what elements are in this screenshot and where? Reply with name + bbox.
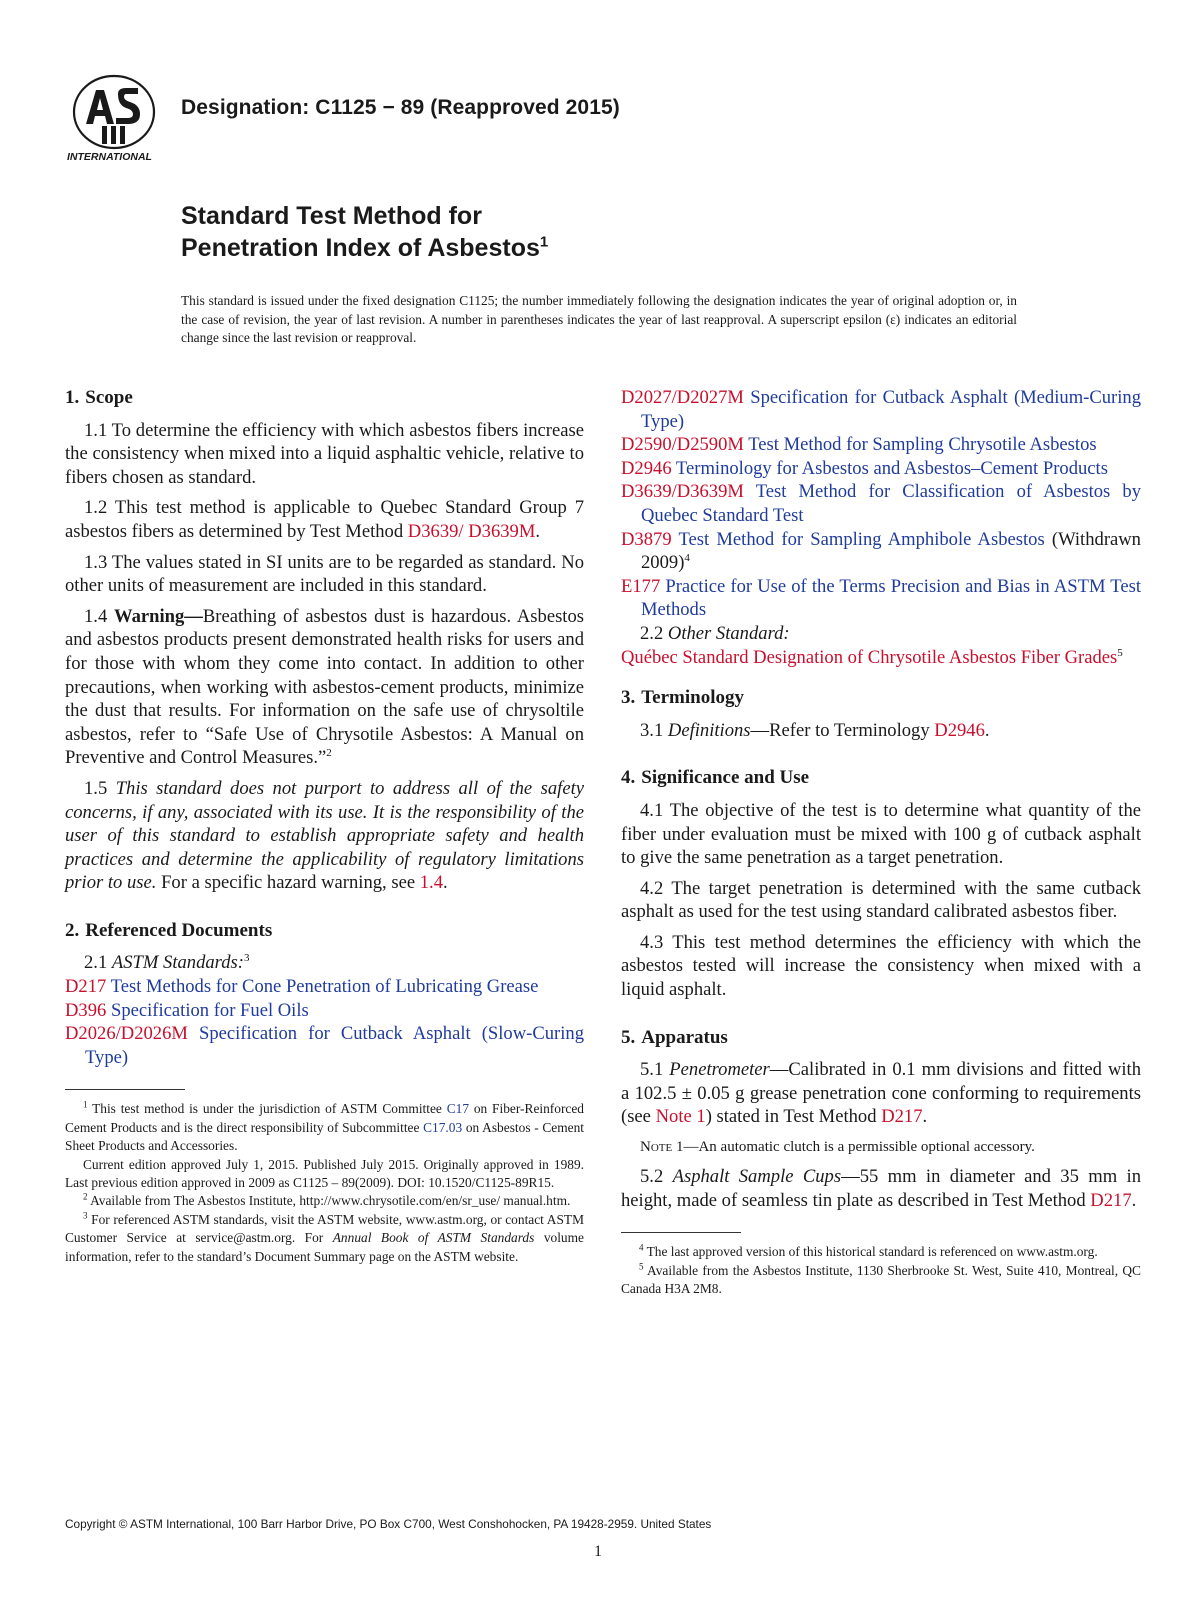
footnote-marker-3: 3: [243, 952, 250, 965]
link-section-1-4[interactable]: 1.4: [419, 872, 443, 894]
reference-d217[interactable]: D217 Test Methods for Cone Penetration of Lubricating Grease: [65, 976, 539, 998]
designation: Designation: C1125 − 89 (Reapproved 2015): [181, 96, 620, 119]
footnote-marker-4: 4: [684, 551, 690, 564]
footnote-marker-5: 5: [1117, 646, 1123, 659]
link-d217[interactable]: D217: [881, 1106, 923, 1128]
reference-d2590[interactable]: D2590/D2590M Test Method for Sampling Chrysotile Asbestos: [621, 434, 1097, 456]
issuance-note: This standard is issued under the fixed designation C1125; the number immediately following the designation indicates the year of original adoption or, in the case of revision, the year of last revision. A number in parentheses indicates the year of last reapproval. A superscript epsilon (ε) indicates an editorial change since the last revision or reapproval.: [181, 293, 1017, 345]
title-footnote-marker: 1: [539, 233, 549, 251]
reference-d2026[interactable]: D2026/D2026M Specification for Cutback Asphalt (Slow-Curing Type): [65, 1023, 584, 1068]
reference-d3879[interactable]: D3879 Test Method for Sampling Amphibole Asbestos (Withdrawn 2009)$^4$: [621, 528, 1141, 574]
paragraph-3-1: 3.1 Definitions—Refer to Terminology D2946.: [640, 719, 990, 741]
reference-quebec-standard[interactable]: Québec Standard Designation of Chrysotile Asbestos Fiber Grades$^5$: [621, 646, 1123, 668]
astm-logo: [66, 72, 166, 164]
footnote-1-edition: Current edition approved July 1, 2015. Published July 2015. Originally approved in 1989. Last previous edition approved in 2009 as C1125 – 89(2009). DOI: 10.1520/C1125-89R15.: [65, 1156, 584, 1191]
paragraph-5-1: 5.1 Penetrometer—Calibrated in 0.1 mm divisions and fitted with a 102.5 ± 0.05 g grease penetration cone conforming to requirements (see Note 1) stated in Test Method D217.: [621, 1059, 1141, 1128]
reference-d3639[interactable]: D3639/D3639M Test Method for Classification of Asbestos by Quebec Standard Test: [621, 481, 1141, 526]
section-heading-apparatus: 5. Apparatus: [621, 1026, 728, 1048]
section-heading-terminology: 3. Terminology: [621, 687, 744, 709]
paragraph-1-3: 1.3 The values stated in SI units are to be regarded as standard. No other units of measurement are included in this standard.: [65, 551, 584, 597]
link-c17-03[interactable]: C17.03: [423, 1119, 463, 1135]
footnote-4: $^4$ The last approved version of this historical standard is referenced on www.astm.org.: [639, 1242, 1098, 1260]
footnote-2: $^2$ Available from The Asbestos Institute, http://www.chrysotile.com/en/sr_use/ manual.htm.: [83, 1192, 571, 1209]
footnote-marker-2: 2: [326, 747, 332, 760]
other-standard-label: 2.2 Other Standard:: [640, 622, 790, 644]
footnote-divider-right: [621, 1232, 741, 1233]
logo-wordmark: INTERNATIONAL: [67, 151, 152, 163]
paragraph-1-4: 1.4 Warning—Breathing of asbestos dust is hazardous. Asbestos and asbestos products present demonstrated health risks for users and for those with whom they come into contact. In addition to other precautions, when working with asbestos-cement products, minimize the dust that results. For information on the safe use of chrysoltile asbestos, refer to “Safe Use of Chrysotile Asbestos: A Manual on Preventive and Control Measures.”$^2$: [65, 605, 585, 769]
link-d3639[interactable]: D3639/ D3639M: [407, 520, 536, 542]
section-heading-scope: 1. Scope: [65, 387, 133, 408]
section-heading-significance: 4. Significance and Use: [621, 767, 810, 789]
paragraph-5-2: 5.2 Asphalt Sample Cups—55 mm in diameter and 35 mm in height, made of seamless tin plate as described in Test Method D217.: [621, 1166, 1141, 1211]
right-column: [621, 386, 1141, 1298]
paragraph-1-5: 1.5 This standard does not purport to address all of the safety concerns, if any, associated with its use. It is the responsibility of the user of this standard to establish appropriate safety and health practices and determine the applicability of regulatory limitations prior to use. For a specific hazard warning, see 1.4.: [65, 777, 584, 894]
document-title: [181, 200, 548, 264]
reference-d2027[interactable]: D2027/D2027M Specification for Cutback Asphalt (Medium-Curing Type): [621, 387, 1141, 432]
link-d2946[interactable]: D2946: [934, 719, 985, 741]
reference-d396[interactable]: D396 Specification for Fuel Oils: [65, 999, 309, 1021]
footnote-1: $^1$ This test method is under the jurisdiction of ASTM Committee C17 on Fiber-Reinforced Cement Products and is the direct responsibility of Subcommittee C17.03 on Asbestos - Cement Sheet Products and Accessories.: [65, 1099, 584, 1154]
section-heading-referenced-documents: 2. Referenced Documents: [65, 919, 273, 941]
reference-d2946[interactable]: D2946 Terminology for Asbestos and Asbestos–Cement Products: [621, 457, 1108, 479]
footnotes-left: [65, 1100, 584, 1266]
title-line-1: Standard Test Method for: [181, 202, 482, 230]
footnote-divider: [65, 1089, 185, 1090]
note-1: Note 1—An automatic clutch is a permissible optional accessory.: [640, 1139, 1035, 1156]
title-line-2: Penetration Index of Asbestos$^1$: [181, 233, 549, 262]
astm-standards-label: 2.1 ASTM Standards:$^3$: [84, 952, 250, 974]
paragraph-4-3: 4.3 This test method determines the efficiency with which the asbestos tested will increase the consistency when mixed with a liquid asphalt.: [621, 931, 1141, 1001]
reference-e177[interactable]: E177 Practice for Use of the Terms Precision and Bias in ASTM Test Methods: [621, 575, 1141, 621]
left-column: [65, 386, 584, 1266]
paragraph-1-1: 1.1 To determine the efficiency with which asbestos fibers increase the consistency when mixed into a liquid asphaltic vehicle, relative to fibers chosen as standard.: [65, 419, 584, 488]
link-d217-2[interactable]: D217: [1090, 1189, 1132, 1211]
link-note-1[interactable]: Note 1: [655, 1106, 706, 1128]
paragraph-4-2: 4.2 The target penetration is determined with the same cutback asphalt as used for the test using standard calibrated asbestos fiber.: [621, 877, 1141, 923]
footnote-5: $^5$ Available from the Asbestos Institute, 1130 Sherbrooke St. West, Suite 410, Montreal, QC Canada H3A 2M8.: [621, 1261, 1141, 1297]
page-number: 1: [594, 1543, 602, 1560]
link-c17[interactable]: C17: [446, 1101, 470, 1117]
footnotes-right: [621, 1243, 1141, 1298]
paragraph-1-2: 1.2 This test method is applicable to Quebec Standard Group 7 asbestos fibers as determined by Test Method D3639/ D3639M.: [65, 497, 584, 542]
paragraph-4-1: 4.1 The objective of the test is to determine what quantity of the fiber under evaluation must be mixed with 100 g of cutback asphalt to give the same penetration as a target penetration.: [621, 799, 1141, 869]
copyright: Copyright © ASTM International, 100 Barr Harbor Drive, PO Box C700, West Conshohocken, PA 19428-2959. United States: [65, 1517, 712, 1531]
footnote-3: $^3$ For referenced ASTM standards, visit the ASTM website, www.astm.org, or contact ASTM Customer Service at service@astm.org. For Annual Book of ASTM Standards volume information, refer to the standard’s Document Summary page on the ASTM website.: [65, 1210, 584, 1264]
